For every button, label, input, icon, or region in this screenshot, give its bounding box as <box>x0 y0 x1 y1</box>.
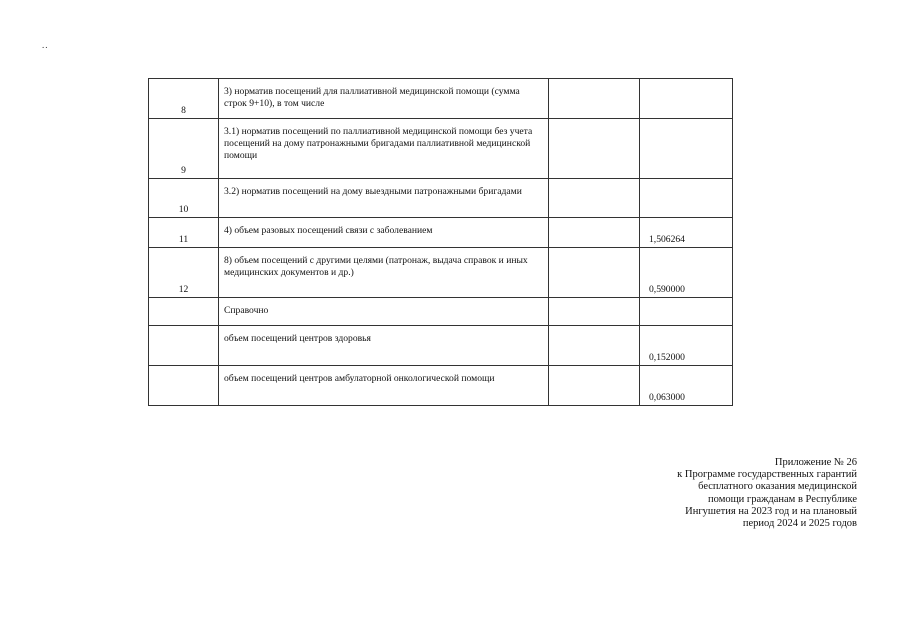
row-description: 8) объем посещений с другими целями (патронаж, выдача справок и иных медицинских документов и др.) <box>219 248 549 298</box>
row-number: 11 <box>149 218 219 248</box>
row-value <box>640 179 733 218</box>
appendix-line: период 2024 и 2025 годов <box>742 518 857 530</box>
table-row <box>149 326 733 366</box>
row-value: 0,063000 <box>640 366 733 406</box>
appendix-line: помощи гражданам в Республике <box>708 493 857 505</box>
row-value: 1,506264 <box>640 218 733 248</box>
row-value <box>640 79 733 119</box>
table-row <box>149 366 733 406</box>
row-number <box>149 326 219 366</box>
norms-table <box>148 78 733 406</box>
row-number: 8 <box>149 79 219 119</box>
table-row <box>149 298 733 326</box>
appendix-note <box>557 457 857 530</box>
row-value: 0,152000 <box>640 326 733 366</box>
row-number: 12 <box>149 248 219 298</box>
row-number: 9 <box>149 119 219 179</box>
appendix-line: к Программе государственных гарантий <box>677 469 857 481</box>
table-row <box>149 179 733 218</box>
row-description: объем посещений центров амбулаторной онкологической помощи <box>219 366 549 406</box>
row-number <box>149 366 219 406</box>
row-description: 3.2) норматив посещений на дому выездными патронажными бригадами <box>219 179 549 218</box>
row-value <box>640 119 733 179</box>
row-description: объем посещений центров здоровья <box>219 326 549 366</box>
row-cell <box>549 326 640 366</box>
row-value: 0,590000 <box>640 248 733 298</box>
row-value <box>640 298 733 326</box>
row-cell <box>549 366 640 406</box>
table-row <box>149 248 733 298</box>
table-row <box>149 79 733 119</box>
table-row <box>149 119 733 179</box>
table-row <box>149 218 733 248</box>
page-mark: .. <box>42 40 49 50</box>
row-cell <box>549 298 640 326</box>
row-cell <box>549 179 640 218</box>
appendix-line: бесплатного оказания медицинской <box>698 481 857 493</box>
row-description: Справочно <box>219 298 549 326</box>
row-number <box>149 298 219 326</box>
appendix-title: Приложение № 26 <box>774 457 857 468</box>
appendix-line: Ингушетия на 2023 год и на плановый <box>685 505 857 517</box>
row-cell <box>549 248 640 298</box>
row-description: 3) норматив посещений для паллиативной медицинской помощи (сумма строк 9+10), в том числе <box>219 79 549 119</box>
row-description: 4) объем разовых посещений связи с заболеванием <box>219 218 549 248</box>
row-cell <box>549 218 640 248</box>
row-number: 10 <box>149 179 219 218</box>
row-cell <box>549 79 640 119</box>
row-cell <box>549 119 640 179</box>
row-description: 3.1) норматив посещений по паллиативной медицинской помощи без учета посещений на дому патронажными бригадами паллиативной медицинской помощи <box>219 119 549 179</box>
